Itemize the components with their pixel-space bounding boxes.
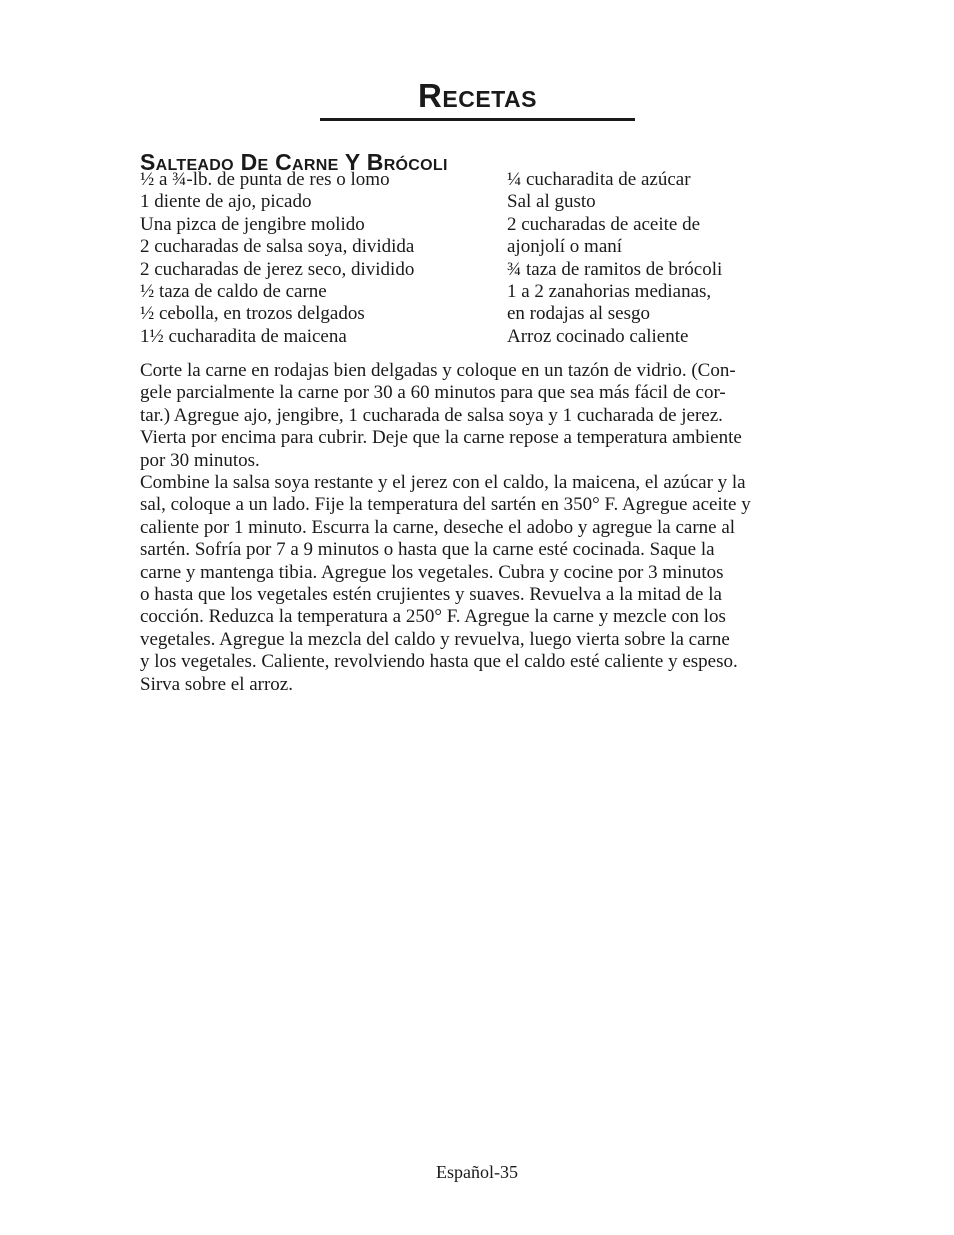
recipe-instructions [140,360,815,696]
page-heading: Recetas [320,74,635,121]
ingredient-item: 1½ cucharadita de maicena [140,325,347,347]
ingredients-list [140,169,820,348]
ingredient-item: 2 cucharadas de salsa soya, dividida [140,236,415,258]
ingredient-item: ½ cebolla, en trozos delgados [140,303,365,325]
ingredient-item: ajonjolí o maní [507,236,623,258]
ingredient-item: Una pizca de jengibre molido [140,213,365,235]
ingredient-item: ¼ cucharadita de azúcar [507,169,691,190]
recipe-title: Salteado De Carne Y Brócoli [140,149,448,176]
instruction-line: sal, coloque a un lado. Fije la temperatura del sartén en 350° F. Agregue aceite y [140,494,751,516]
ingredient-item: 2 cucharadas de aceite de [507,213,701,235]
instruction-line: Sirva sobre el arroz. [140,673,293,695]
instruction-line: carne y mantenga tibia. Agregue los vegetales. Cubra y cocine por 3 minutos [140,561,724,583]
instruction-line: por 30 minutos. [140,449,260,471]
instruction-line: caliente por 1 minuto. Escurra la carne, deseche el adobo y agregue la carne al [140,516,736,538]
instruction-line: y los vegetales. Caliente, revolviendo hasta que el caldo esté caliente y espeso. [140,651,738,673]
instruction-line: cocción. Reduzca la temperatura a 250° F. Agregue la carne y mezcle con los [140,606,726,628]
instruction-line: o hasta que los vegetales estén crujientes y suaves. Revuelva a la mitad de la [140,584,722,606]
ingredients-column-right [507,169,807,348]
page-number: Español-35 [436,1162,518,1182]
ingredient-item: ½ taza de caldo de carne [140,281,327,303]
ingredient-item: ½ a ¾-lb. de punta de res o lomo [140,169,390,190]
ingredient-item: 1 diente de ajo, picado [140,191,312,213]
instruction-line: Vierta por encima para cubrir. Deje que la carne repose a temperatura ambiente [140,427,742,449]
instruction-line: Combine la salsa soya restante y el jerez con el caldo, la maicena, el azúcar y la [140,472,746,494]
instruction-line: tar.) Agregue ajo, jengibre, 1 cucharada de salsa soya y 1 cucharada de jerez. [140,404,723,426]
ingredient-item: Sal al gusto [507,191,596,213]
instruction-line: Corte la carne en rodajas bien delgadas y coloque en un tazón de vidrio. (Con- [140,360,736,381]
ingredient-item: Arroz cocinado caliente [507,325,689,347]
ingredient-item: 2 cucharadas de jerez seco, dividido [140,258,415,280]
ingredient-item: ¾ taza de ramitos de brócoli [507,258,723,280]
instruction-line: vegetales. Agregue la mezcla del caldo y revuelva, luego vierta sobre la carne [140,628,730,650]
ingredient-item: 1 a 2 zanahorias medianas, [507,281,712,303]
ingredient-item: en rodajas al sesgo [507,303,650,325]
instruction-line: gele parcialmente la carne por 30 a 60 minutos para que sea más fácil de cor- [140,382,726,404]
instruction-line: sartén. Sofría por 7 a 9 minutos o hasta que la carne esté cocinada. Saque la [140,539,715,561]
ingredients-column-left [140,169,507,348]
